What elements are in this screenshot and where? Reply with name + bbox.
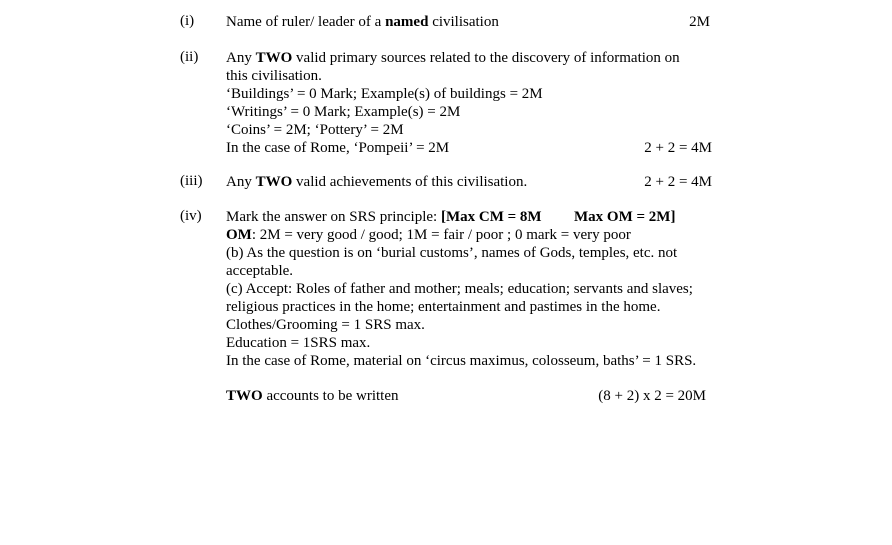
item-text: valid primary sources related to the discovery of information on: [292, 50, 680, 66]
item-line: [226, 173, 716, 191]
item-line: acceptable.: [226, 263, 294, 279]
item-text: Name of ruler/ leader of a: [226, 14, 386, 30]
item-text: Mark the answer on SRS principle:: [226, 209, 441, 225]
item-text: valid achievements of this civilisation.: [292, 174, 528, 190]
item-line: ‘Buildings’ = 0 Mark; Example(s) of buildings = 2M: [226, 86, 543, 102]
item-body: [226, 13, 716, 31]
mark-allocation: (8 + 2) x 2 = 20M: [598, 388, 706, 404]
item-number: (iv): [180, 208, 202, 224]
item-line: ‘Coins’ = 2M; ‘Pottery’ = 2M: [226, 122, 404, 138]
item-line: Clothes/Grooming = 1 SRS max.: [226, 317, 425, 333]
item-body: [226, 173, 716, 191]
item-number: (iii): [180, 173, 203, 189]
mark-allocation: 2M: [689, 14, 710, 30]
item-body: [226, 208, 716, 405]
item-bold-text: TWO: [255, 50, 293, 66]
item-body: [226, 49, 716, 157]
item-line: [226, 387, 716, 405]
item-number: (i): [180, 13, 195, 29]
item-line: (b) As the question is on ‘burial customs’, names of Gods, temples, etc. not: [226, 245, 678, 261]
item-text: accounts to be written: [262, 388, 399, 404]
om-label: OM: [226, 227, 252, 243]
item-line: [226, 226, 716, 244]
item-line: ‘Writings’ = 0 Mark; Example(s) = 2M: [226, 104, 461, 120]
item-bold-text: named: [385, 14, 429, 30]
item-line: [226, 13, 716, 31]
max-cm-text: [Max CM = 8M: [440, 209, 542, 225]
item-line: [226, 49, 716, 67]
item-line: [226, 139, 716, 157]
item-line: religious practices in the home; entertainment and pastimes in the home.: [226, 299, 661, 315]
mark-allocation: 2 + 2 = 4M: [644, 174, 712, 190]
item-text: civilisation: [428, 14, 499, 30]
item-line: this civilisation.: [226, 68, 322, 84]
item-line: (c) Accept: Roles of father and mother; meals; education; servants and slaves;: [226, 281, 693, 297]
item-text: : 2M = very good / good; 1M = fair / poor ; 0 mark = very poor: [251, 227, 631, 243]
item-bold-text: TWO: [255, 174, 293, 190]
item-text: In the case of Rome, ‘Pompeii’ = 2M: [226, 140, 450, 156]
item-line: Education = 1SRS max.: [226, 335, 371, 351]
item-bold-text: TWO: [226, 388, 263, 404]
item-text: Any: [226, 50, 256, 66]
item-line: In the case of Rome, material on ‘circus maximus, colosseum, baths’ = 1 SRS.: [226, 353, 697, 369]
item-number: (ii): [180, 49, 199, 65]
mark-allocation: 2 + 2 = 4M: [644, 140, 712, 156]
item-line: [226, 208, 716, 226]
max-om-text: Max OM = 2M]: [574, 209, 676, 225]
item-text: Any: [226, 174, 256, 190]
